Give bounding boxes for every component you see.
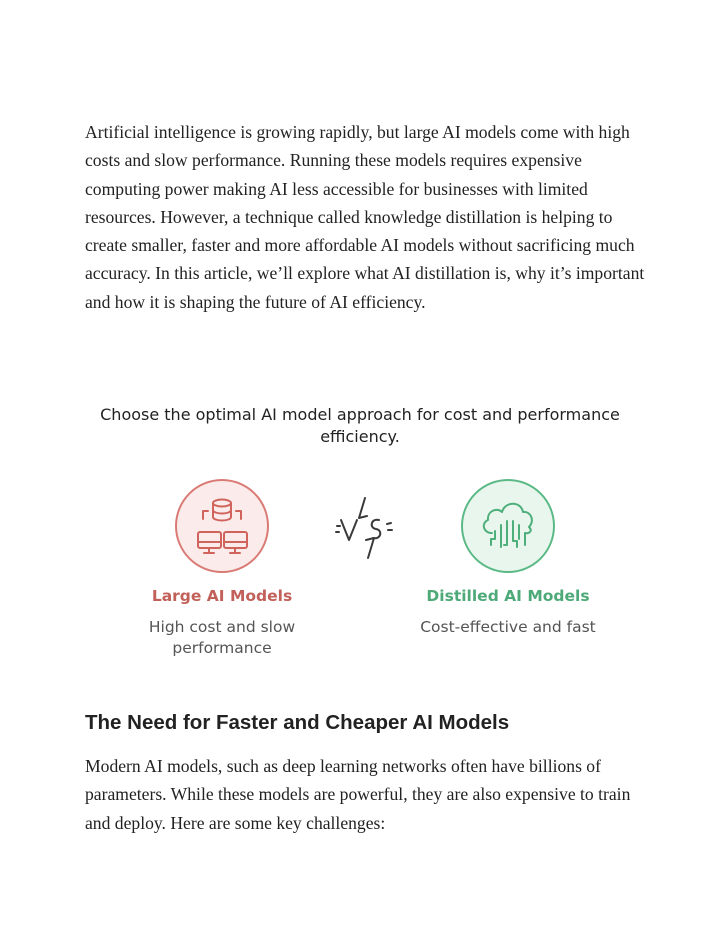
distilled-models-description: Cost-effective and fast [420,618,596,636]
section-heading: The Need for Faster and Cheaper AI Models [85,711,510,734]
vs-icon [335,496,399,565]
large-models-description: High cost and slow performance [148,618,296,657]
intro-paragraph: Artificial intelligence is growing rapidly, but large AI models come with high costs and slow performance. Running these models requires expensive computing power making AI less accessible for businesses with limited resources. However, a technique called knowledge distillation is helping to create smaller, faster and more affordable AI models without sacrificing much accuracy. In this article, we’ll explore what AI distillation is, why it’s important and how it is shaping the future of AI efficiency. [85,122,645,312]
distilled-models-badge [461,479,555,573]
comparison-figure [60,398,660,678]
distilled-models-title: Distilled AI Models [426,587,590,605]
figure-title: Choose the optimal AI model approach for cost and performance efficiency. [100,405,620,446]
large-models-title: Large AI Models [151,587,293,605]
database-computers-icon [177,481,267,571]
section-paragraph: Modern AI models, such as deep learning networks often have billions of parameters. While these models are powerful, they are also expensive to train and deploy. Here are some key challenges: [85,756,631,833]
large-models-badge [175,479,269,573]
cloud-circuit-icon [463,481,553,571]
